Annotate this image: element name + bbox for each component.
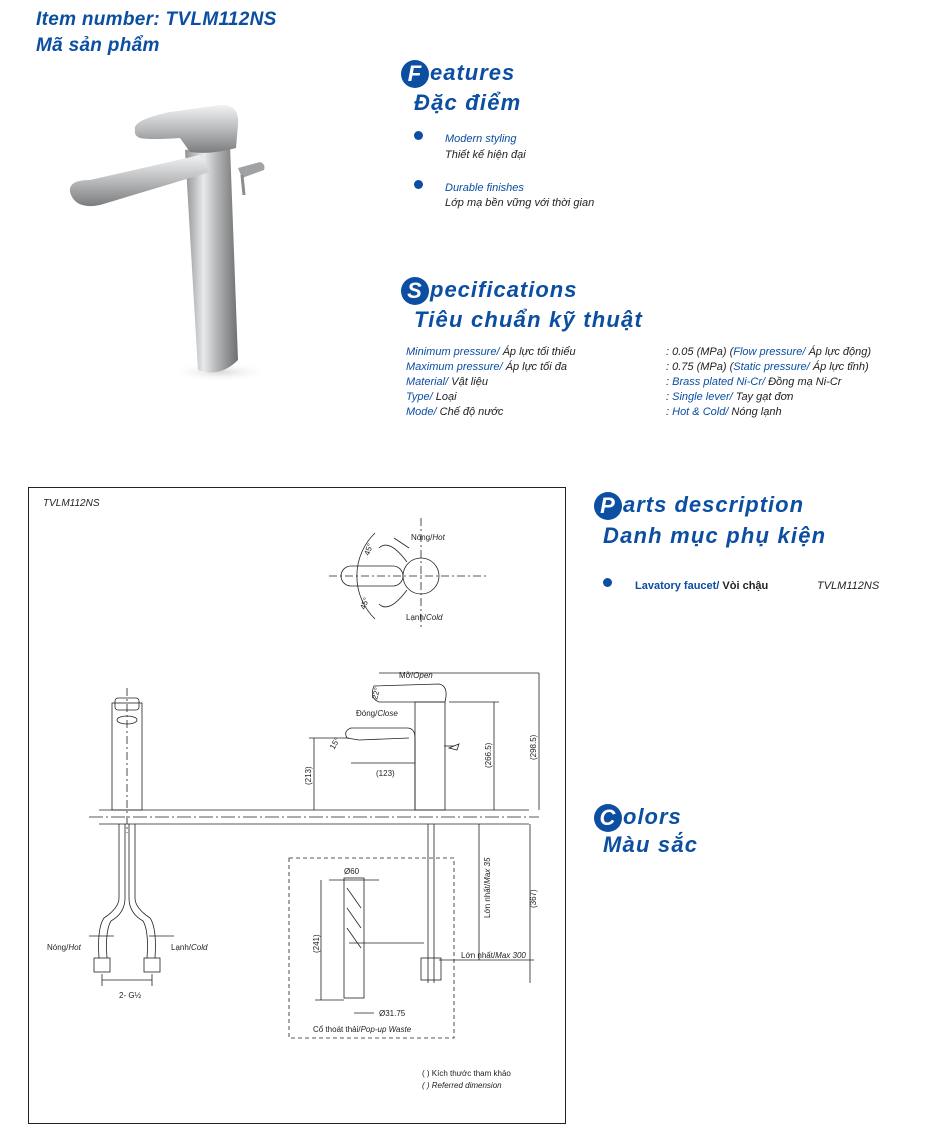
spec-value: : 0.05 (MPa) (Flow pressure/ Áp lực động)	[666, 346, 872, 358]
drawing-model: TVLM112NS	[43, 498, 100, 509]
dim-max300: Lớn nhất/Max 300	[461, 951, 526, 960]
parts-initial: P	[594, 492, 622, 520]
feature-en: Modern styling	[445, 133, 517, 145]
spec-value: : Hot & Cold/ Nóng lạnh	[666, 406, 782, 418]
dim-298: (298.5)	[529, 734, 538, 760]
drawing-canvas	[29, 488, 565, 1123]
part-item: Lavatory faucet/ Vòi chậu	[635, 580, 769, 592]
parts-subtitle: Danh mục phụ kiện	[603, 523, 827, 548]
specifications-initial: S	[401, 277, 429, 305]
spec-label: Type/ Loại	[406, 391, 457, 403]
label-close: Đóng/Close	[356, 709, 398, 718]
spec-value: : Single lever/ Tay gạt đơn	[666, 391, 794, 403]
faucet-product-image	[60, 100, 270, 385]
spec-value: : Brass plated Ni-Cr/ Đồng mạ Ni-Cr	[666, 376, 842, 388]
item-number: TVLM112NS	[165, 9, 277, 30]
features-subtitle: Đặc điểm	[414, 90, 522, 115]
dim-367: (367)	[529, 889, 538, 908]
feature-vi: Lớp mạ bền vững với thời gian	[445, 197, 595, 209]
left-cold-label: Lạnh/Cold	[171, 943, 208, 952]
spec-label: Maximum pressure/ Áp lực tối đa	[406, 361, 568, 373]
colors-subtitle: Màu sắc	[603, 832, 699, 857]
spec-value: : 0.75 (MPa) (Static pressure/ Áp lực tĩnh)	[666, 361, 869, 373]
technical-drawing	[28, 487, 566, 1124]
dim-123: (123)	[376, 769, 395, 778]
bullet-dot	[414, 131, 423, 140]
angle-cold: 45°	[358, 596, 372, 611]
features-initial: F	[401, 60, 429, 88]
note-vi: ( ) Kích thước tham khảo	[422, 1069, 511, 1078]
dim-max35: Lớn nhất/Max 35	[483, 857, 492, 918]
label-hot: Nóng/Hot	[411, 533, 445, 542]
dim-241: (241)	[312, 934, 321, 953]
angle-open: 22°	[370, 686, 383, 701]
d3175: Ø31.75	[379, 1009, 406, 1018]
left-hot-label: Nóng/Hot	[47, 943, 81, 952]
angle-spout: 15°	[327, 736, 342, 751]
label-cold: Lạnh/Cold	[406, 613, 443, 622]
colors-title: C olors	[594, 804, 682, 832]
spec-label: Mode/ Chế độ nước	[406, 406, 504, 418]
item-number-label: Item number:	[36, 9, 160, 30]
spec-label: Material/ Vật liệu	[406, 376, 488, 388]
feature-en: Durable finishes	[445, 182, 524, 194]
bullet-dot	[603, 578, 612, 587]
bullet-dot	[414, 180, 423, 189]
spec-label: Minimum pressure/ Áp lực tối thiểu	[406, 346, 576, 358]
dim-266: (266.5)	[484, 742, 493, 768]
part-code: TVLM112NS	[817, 580, 880, 592]
product-code-vi: Mã sản phẩm	[36, 35, 160, 56]
feature-vi: Thiết kế hiện đại	[445, 149, 526, 161]
features-title: F eatures	[401, 60, 515, 88]
specifications-subtitle: Tiêu chuẩn kỹ thuật	[414, 307, 643, 332]
colors-initial: C	[594, 804, 622, 832]
parts-title: P arts description	[594, 492, 804, 520]
popup-label: Cổ thoát thải/Pop-up Waste	[313, 1025, 412, 1034]
d60: Ø60	[344, 867, 360, 876]
note-en: ( ) Referred dimension	[422, 1081, 502, 1090]
dim-213: (213)	[304, 766, 313, 785]
angle-hot: 45°	[362, 542, 376, 557]
label-open: Mở/Open	[399, 671, 433, 680]
specifications-title: S pecifications	[401, 277, 577, 305]
thread-label: 2- G½	[119, 991, 142, 1000]
item-number-line	[36, 9, 277, 31]
